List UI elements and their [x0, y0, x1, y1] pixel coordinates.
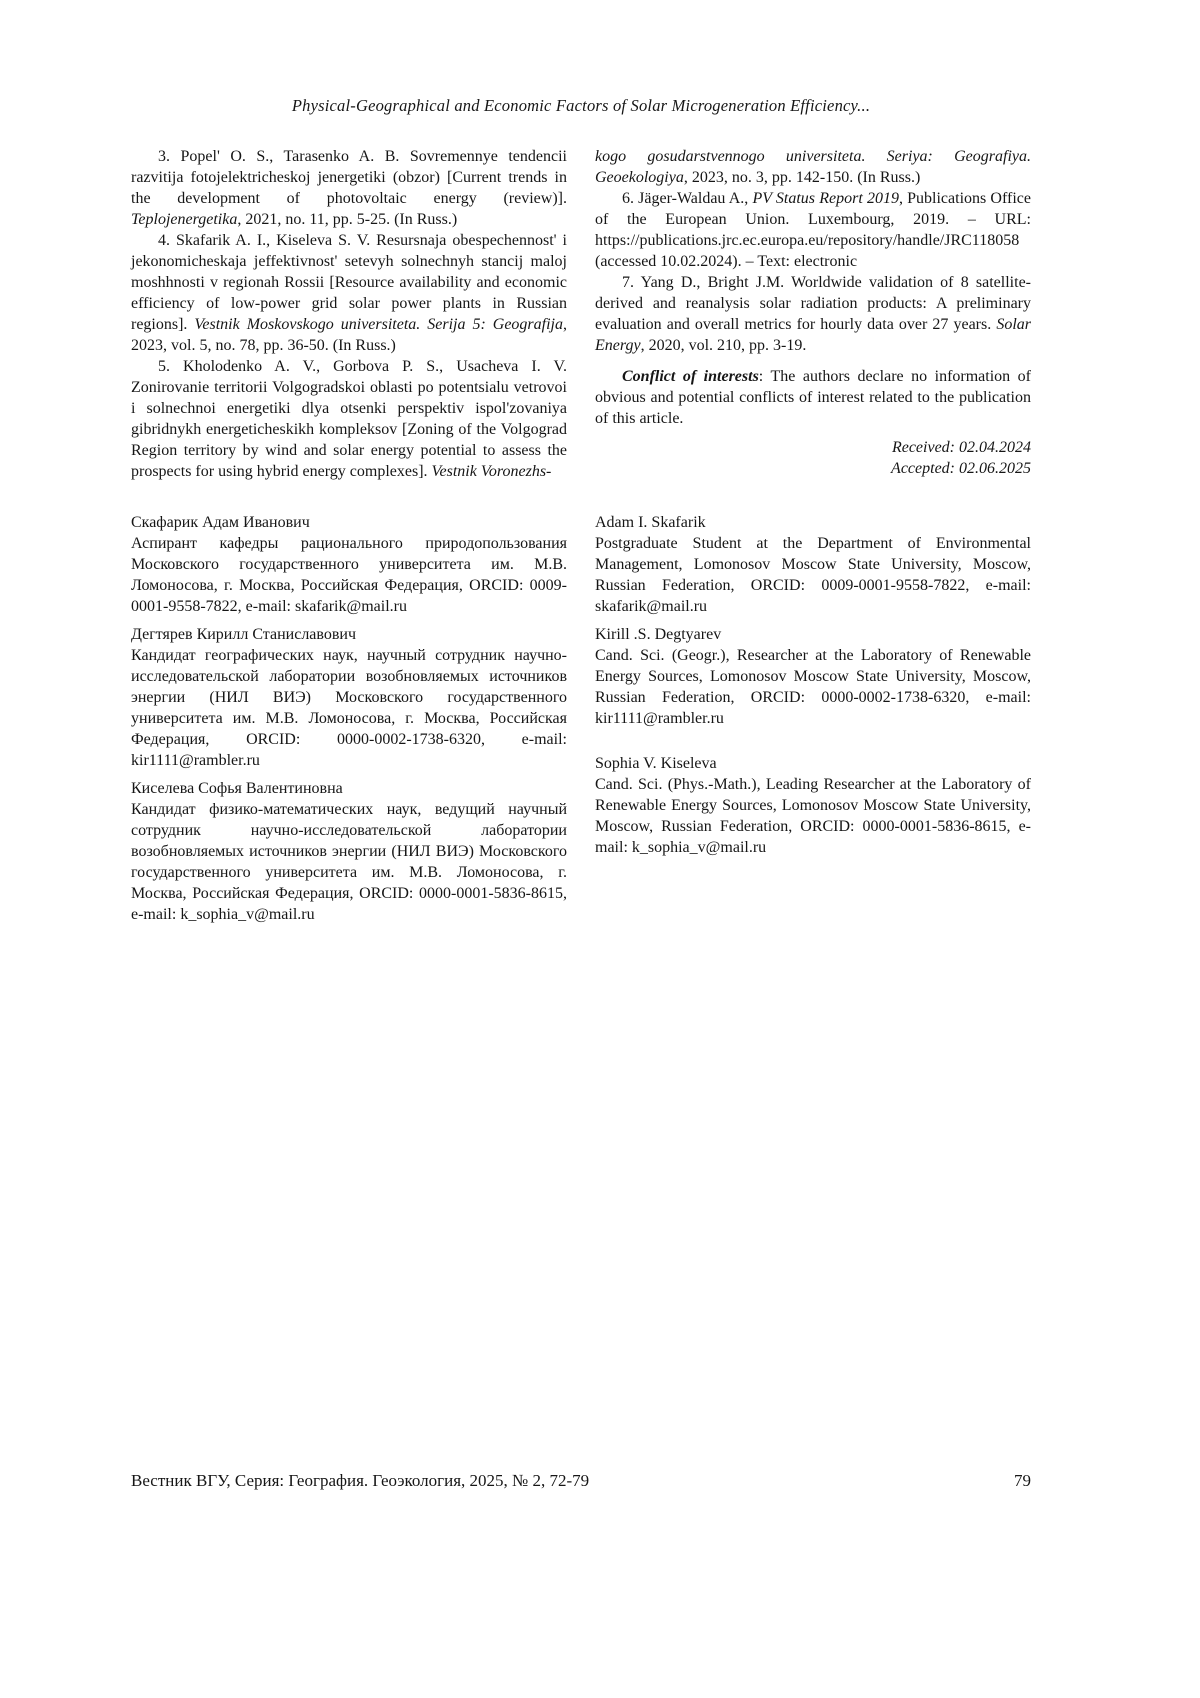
author-block-en: [595, 624, 1031, 729]
conflict-label: Conflict of interests: [622, 368, 759, 385]
author-block-ru: [131, 624, 567, 771]
reference-text: , 2023, vol. 5, no. 78, pp. 36-50. (In Russ.): [131, 316, 567, 354]
reference-item-3: [131, 146, 567, 230]
reference-text: , 2020, vol. 210, pp. 3-19.: [640, 337, 807, 354]
author-bio: Кандидат географических наук, научный сотрудник научно-исследовательской лаборатории возобновляемых источников энергии (НИЛ ВИЭ) Московского государственного университета им. М.В. Ломоносова, г. Москва, Российская Федерация, ORCID: 0000-0002-1738-6320, e-mail: kir1111@rambler.ru: [131, 647, 567, 769]
author-block-en: [595, 512, 1031, 617]
reference-text: 7. Yang D., Bright J.M. Worldwide validation of 8 satellite-derived and reanalysis solar radiation products: A preliminary evaluation and overall metrics for hourly data over 27 years.: [595, 274, 1031, 333]
reference-text: 3. Popel' O. S., Tarasenko A. B. Sovremennye tendencii razvitija fotojelektricheskoj jenergetiki (obzor) [Current trends in the development of photovoltaic energy (review)].: [131, 148, 567, 207]
running-head: Physical-Geographical and Economic Factors of Solar Microgeneration Efficiency...: [291, 96, 871, 115]
author-bio: Postgraduate Student at the Department of Environmental Management, Lomonosov Moscow State University, Moscow, Russian Federation, ORCID: 0009-0001-9558-7822, e-mail: skafarik@mail.ru: [595, 535, 1031, 615]
journal-title: Vestnik Moskovskogo universiteta. Serija 5: Geografija: [194, 316, 563, 333]
journal-title: Solar Energy: [595, 316, 1031, 354]
references-right-column: [595, 146, 1031, 482]
author-bio: Аспирант кафедры рационального природопользования Московского государственного университета им. М.В. Ломоносова, г. Москва, Российская Федерация, ORCID: 0009-0001-9558-7822, e-mail: skafarik@mail.ru: [131, 535, 567, 615]
author-block-ru: [131, 512, 567, 617]
reference-item-7: [595, 272, 1031, 356]
reference-text: 4. Skafarik A. I., Kiseleva S. V. Resursnaja obespechennost' i jekonomicheskaja jeffektivnost' setevyh solnechnyh stancij maloj moshhnosti v regionah Rossii [Resource availability and economic efficiency of low-power grid solar power plants in Russian regions].: [131, 232, 567, 333]
reference-item-5: [131, 356, 567, 482]
references-section: [131, 146, 1031, 482]
author-name: Kirill .S. Degtyarev: [595, 626, 722, 643]
reference-text: , Publications Office of the European Union. Luxembourg, 2019. – URL: https://publications.jrc.ec.europa.eu/repository/handle/JRC118058 (accessed 10.02.2024). – Text: electronic: [595, 190, 1032, 270]
article-dates: [595, 437, 1031, 479]
authors-english-column: [595, 512, 1031, 932]
reference-text: 6. Jäger-Waldau A.,: [622, 190, 753, 207]
author-bio: Кандидат физико-математических наук, ведущий научный сотрудник научно-исследовательской лаборатории возобновляемых источников энергии (НИЛ ВИЭ) Московского государственного университета им. М.В. Ломоносова, г. Москва, Российская Федерация, ORCID: 0000-0001-5836-8615, e-mail: k_sophia_v@mail.ru: [131, 801, 567, 923]
author-name: Скафарик Адам Иванович: [131, 514, 310, 531]
journal-title: Vestnik Voronezhs-: [431, 463, 552, 480]
author-name: Adam I. Skafarik: [595, 514, 706, 531]
document-page: [131, 96, 1031, 932]
author-block-ru: [131, 778, 567, 925]
reference-item-6: [595, 188, 1031, 272]
author-bio: Cand. Sci. (Geogr.), Researcher at the Laboratory of Renewable Energy Sources, Lomonosov Moscow State University, Moscow, Russian Federation, ORCID: 0000-0002-1738-6320, e-mail: kir1111@rambler.ru: [595, 647, 1031, 727]
author-bio: Cand. Sci. (Phys.-Math.), Leading Researcher at the Laboratory of Renewable Energy Sources, Lomonosov Moscow State University, Moscow, Russian Federation, ORCID: 0000-0001-5836-8615, e-mail: k_sophia_v@mail.ru: [595, 776, 1031, 856]
page-number: 79: [1014, 1471, 1031, 1490]
received-date: Received: 02.04.2024: [891, 439, 1031, 456]
author-name: Киселева Софья Валентиновна: [131, 780, 343, 797]
reference-text: 5. Kholodenko A. V., Gorbova P. S., Usacheva I. V. Zonirovanie territorii Volgogradskoi oblasti po potentsialu vetrovoi i solnechnoi energetiki dlya otsenki perspektiv ispol'zovaniya gibridnykh energeticheskikh kompleksov [Zoning of the Volgograd Region territory by wind and solar energy potential to assess the prospects for using hybrid energy complexes].: [131, 358, 567, 480]
references-left-column: [131, 146, 567, 482]
journal-citation-line: Вестник ВГУ, Серия: География. Геоэкология, 2025, № 2, 72-79: [131, 1471, 590, 1490]
author-block-en: [595, 753, 1031, 858]
page-footer: [131, 1470, 1031, 1492]
reference-item-5-continued: [595, 146, 1031, 188]
reference-text: , 2023, no. 3, pp. 142-150. (In Russ.): [683, 169, 921, 186]
conflict-text: : The authors declare no information of obvious and potential conflicts of interest related to the publication of this article.: [595, 368, 1031, 427]
conflict-of-interests-statement: [595, 366, 1031, 429]
authors-russian-column: [131, 512, 567, 932]
journal-title: kogo gosudarstvennogo universiteta. Seriya: Geografiya. Geoekologiya: [595, 148, 1031, 186]
author-name: Дегтярев Кирилл Станиславович: [131, 626, 357, 643]
reference-text: , 2021, no. 11, pp. 5-25. (In Russ.): [237, 211, 458, 228]
report-title: PV Status Report 2019: [752, 190, 899, 207]
authors-section: [131, 512, 1031, 932]
accepted-date: Accepted: 02.06.2025: [891, 460, 1031, 477]
author-name: Sophia V. Kiseleva: [595, 755, 717, 772]
journal-title: Teplojenergetika: [131, 211, 238, 228]
reference-item-4: [131, 230, 567, 356]
